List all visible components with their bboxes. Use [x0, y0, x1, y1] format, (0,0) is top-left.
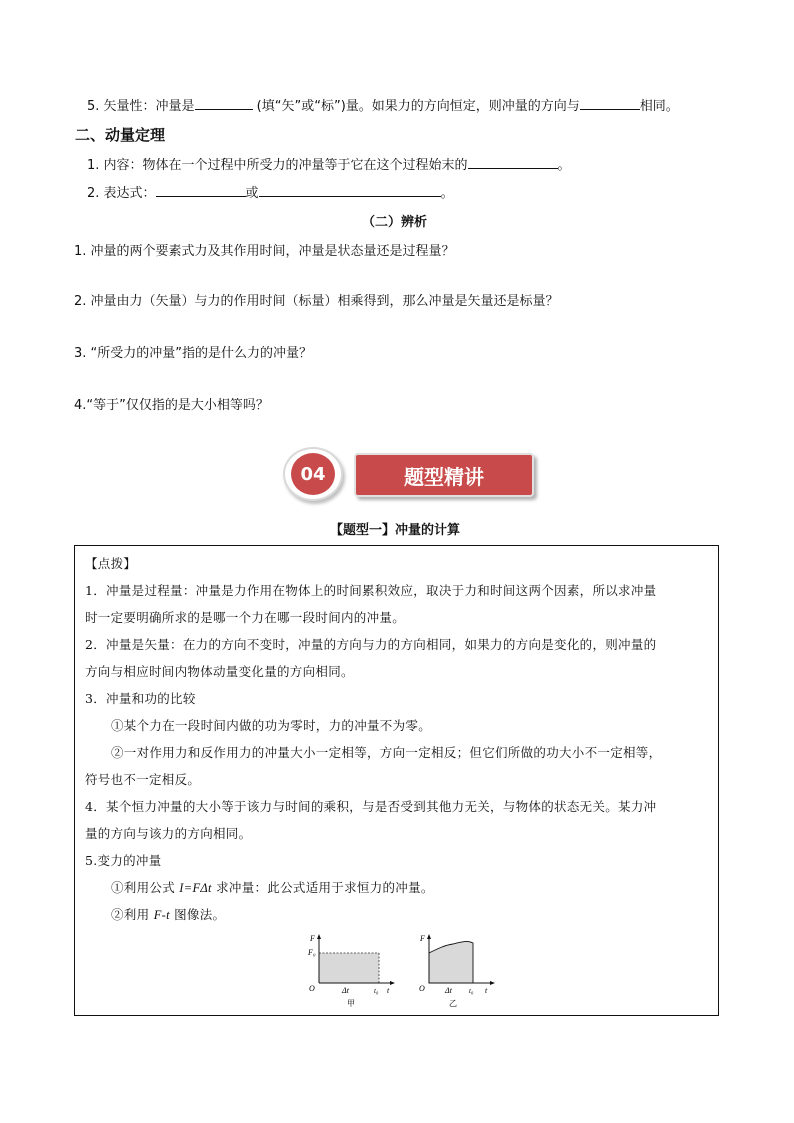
graph-suffix: 图像法。 — [169, 907, 226, 922]
tips-line-7: ②一对作用力和反作用力的冲量大小一定相等，方向一定相反；但它们所做的功大小不一定相等， — [111, 745, 662, 760]
graph-caption-jia: 甲 — [347, 999, 355, 1008]
t-label: t — [485, 986, 488, 995]
expression-suffix: 。 — [440, 186, 454, 201]
blank-expression-1[interactable] — [156, 184, 246, 197]
dt-label: Δt — [342, 986, 349, 995]
section-number-badge — [283, 447, 343, 501]
tips-line-4: 方向与相应时间内物体动量变化量的方向相同。 — [85, 664, 354, 679]
tips-graph-line — [111, 905, 225, 923]
theorem-content-line — [87, 154, 571, 173]
heading-momentum-theorem: 二、动量定理 — [75, 126, 166, 144]
graph-caption-yi: 乙 — [449, 999, 457, 1008]
content-prefix: 1. 内容：物体在一个过程中所受力的冲量等于它在这个过程始末的 — [87, 158, 468, 173]
section-title-banner: 题型精讲 — [354, 453, 534, 497]
dt-label: Δt — [445, 986, 452, 995]
tips-tag: 【点拨】 — [85, 556, 137, 571]
graph-prefix: ②利用 — [111, 907, 154, 922]
tips-formula-line — [111, 878, 434, 896]
theorem-expression-line — [87, 182, 454, 201]
question-4: 4.“等于”仅仅指的是大小相等吗？ — [74, 398, 269, 413]
t0-label: t₀ — [374, 987, 379, 995]
f0-label: F₀ — [308, 948, 316, 957]
vector-suffix: 相同。 — [639, 99, 679, 114]
graph-variable-force — [413, 931, 503, 1011]
tips-line-8: 符号也不一定相反。 — [85, 772, 201, 787]
tips-line-5: 3．冲量和功的比较 — [85, 691, 196, 706]
expression-prefix: 2. 表达式： — [87, 186, 156, 201]
impulse-area-rect — [319, 953, 379, 983]
vector-property-line — [87, 95, 679, 114]
question-1: 1. 冲量的两个要素式力及其作用时间，冲量是状态量还是过程量？ — [74, 244, 455, 259]
question-2: 2. 冲量由力（矢量）与力的作用时间（标量）相乘得到，那么冲量是矢量还是标量？ — [74, 294, 559, 309]
tips-line-1: 1．冲量是过程量：冲量是力作用在物体上的时间累积效应，取决于力和时间这两个因素，所以求冲量 — [85, 583, 657, 598]
tips-line-6: ①某个力在一段时间内做的功为零时，力的冲量不为零。 — [111, 718, 432, 733]
t-label: t — [387, 986, 390, 995]
tips-line-11: 5.变力的冲量 — [85, 853, 162, 868]
f-axis-label: F — [310, 934, 315, 943]
impulse-formula: I=FΔt — [179, 881, 212, 895]
tips-line-9: 4．某个恒力冲量的大小等于该力与时间的乘积，与是否受到其他力无关，与物体的状态无关。某力冲 — [85, 799, 657, 814]
tips-box — [74, 545, 719, 1016]
blank-momentum-change[interactable] — [468, 156, 558, 169]
t0-label: t₀ — [469, 987, 474, 995]
subheading-analysis: （二）辨析 — [362, 215, 428, 230]
vector-prefix: 5. 矢量性：冲量是 — [87, 99, 195, 114]
question-3: 3. “所受力的冲量”指的是什么力的冲量？ — [74, 346, 313, 361]
vector-middle: (填“矢”或“标”)量。如果力的方向恒定，则冲量的方向与 — [252, 99, 580, 114]
y-axis-arrow — [317, 934, 321, 939]
tips-line-2: 时一定要明确所求的是哪一个力在哪一段时间内的冲量。 — [85, 610, 406, 625]
blank-direction[interactable] — [580, 97, 640, 110]
section-number: 04 — [291, 453, 335, 495]
tips-line-10: 量的方向与该力的方向相同。 — [85, 826, 252, 841]
x-axis-arrow — [490, 981, 495, 985]
ft-formula: F-t — [153, 908, 170, 922]
graph-constant-force — [303, 931, 403, 1011]
impulse-area-curve — [429, 941, 473, 983]
tips-line-3: 2．冲量是矢量：在力的方向不变时，冲量的方向与力的方向相同，如果力的方向是变化的，则冲量的 — [85, 637, 657, 652]
origin-label: O — [309, 984, 315, 993]
blank-expression-2[interactable] — [259, 184, 441, 197]
formula-prefix: ①利用公式 — [111, 880, 180, 895]
y-axis-arrow — [427, 934, 431, 939]
x-axis-arrow — [390, 981, 395, 985]
f-axis-label: F — [420, 934, 425, 943]
formula-suffix: 求冲量：此公式适用于求恒力的冲量。 — [211, 880, 434, 895]
expression-or: 或 — [245, 186, 259, 201]
question-type-title: 【题型一】冲量的计算 — [330, 523, 461, 538]
origin-label: O — [419, 984, 425, 993]
blank-vector-scalar[interactable] — [195, 97, 253, 110]
content-suffix: 。 — [557, 158, 571, 173]
